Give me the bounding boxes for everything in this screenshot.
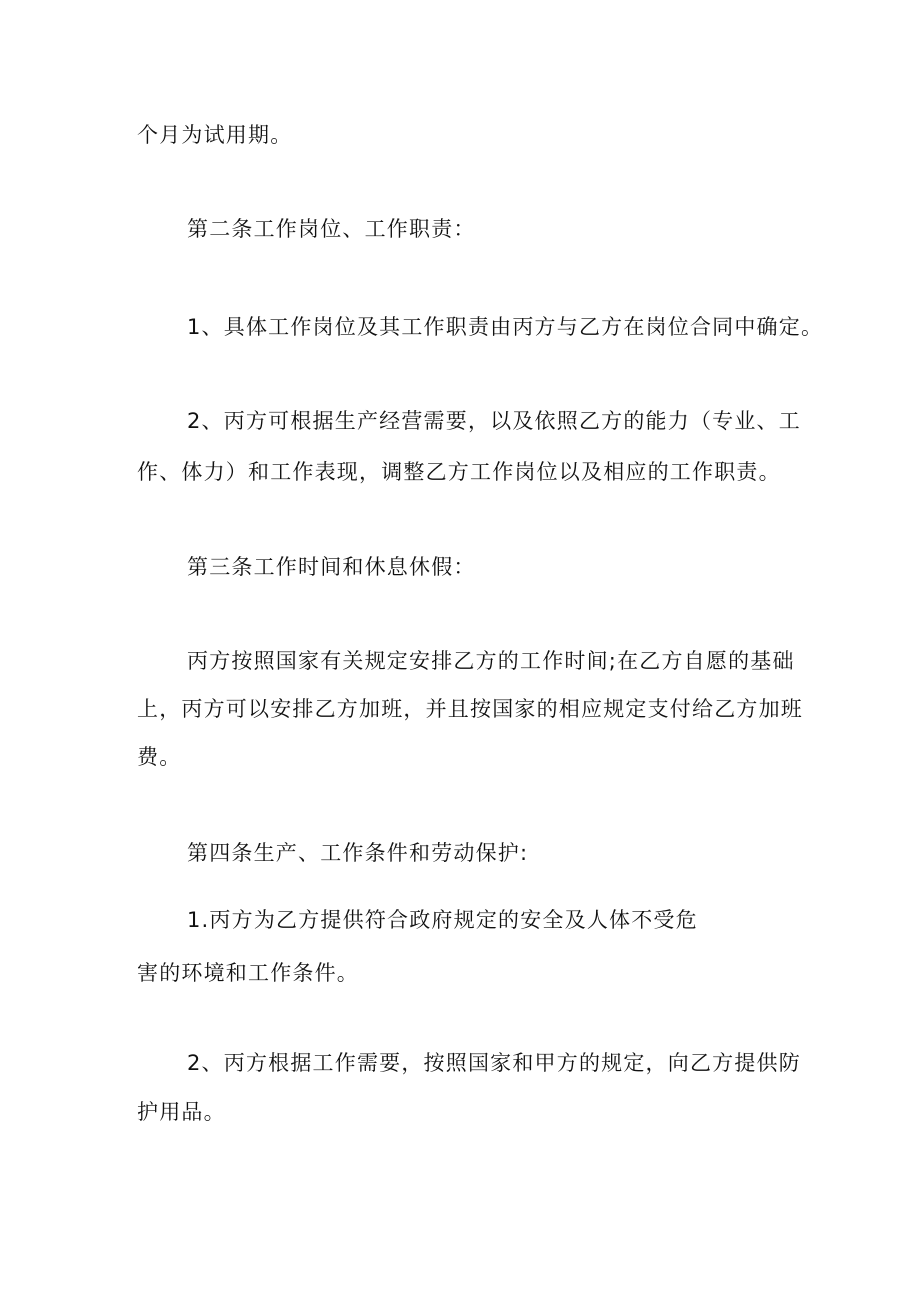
clause-2-2-line-2: 作、体力）和工作表现，调整乙方工作岗位以及相应的工作职责。: [137, 460, 781, 484]
section-heading-article-2: 第二条工作岗位、工作职责：: [187, 217, 476, 241]
section-heading-article-4: 第四条生产、工作条件和劳动保护:: [187, 841, 529, 865]
clause-3-line-2: 上，丙方可以安排乙方加班，并且按国家的相应规定支付给乙方加班: [137, 697, 803, 721]
clause-3-line-3: 费。: [137, 745, 182, 769]
clause-3-line-1: 丙方按照国家有关规定安排乙方的工作时间;在乙方自愿的基础: [187, 649, 795, 673]
clause-4-2-line-1: 2、丙方根据工作需要，按照国家和甲方的规定，向乙方提供防: [187, 1051, 801, 1075]
paragraph-line-probation: 个月为试用期。: [137, 123, 293, 147]
clause-2-2-line-1: 2、丙方可根据生产经营需要，以及依照乙方的能力（专业、工: [187, 409, 801, 433]
clause-2-1-line-1: 1、具体工作岗位及其工作职责由丙方与乙方在岗位合同中确定。: [187, 315, 824, 339]
clause-4-2-line-2: 护用品。: [137, 1100, 226, 1124]
clause-4-1-line-1: 1.丙方为乙方提供符合政府规定的安全及人体不受危: [187, 908, 698, 932]
section-heading-article-3: 第三条工作时间和休息休假：: [187, 555, 476, 579]
clause-4-1-line-2: 害的环境和工作条件。: [137, 961, 359, 985]
